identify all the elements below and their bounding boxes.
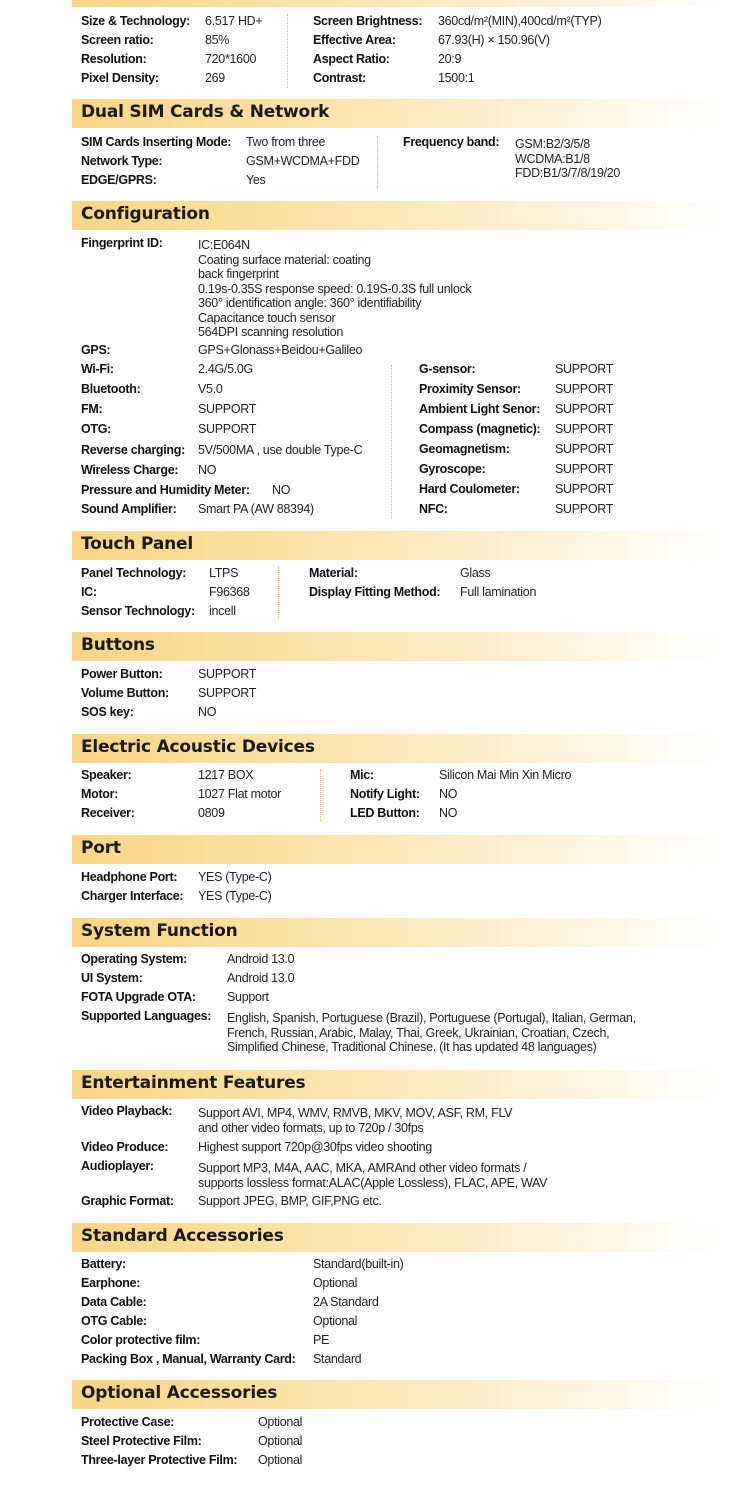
spec-label: G-sensor: <box>419 362 476 376</box>
frequency-line: WCDMA:B1/8 <box>515 151 590 166</box>
spec-value: SUPPORT <box>555 382 614 396</box>
spec-value: incell <box>209 604 236 618</box>
spec-label: Video Produce: <box>81 1140 169 1154</box>
spec-label: SIM Cards Inserting Mode: <box>81 135 232 149</box>
spec-label: Screen Brightness: <box>313 14 423 28</box>
frequency-line: FDD:B1/3/7/8/19/20 <box>515 166 621 180</box>
spec-label: Battery: <box>81 1257 126 1271</box>
spec-value: Optional <box>258 1453 303 1467</box>
spec-label: Frequency band: <box>403 135 500 149</box>
spec-value: SUPPORT <box>555 502 614 516</box>
section-title: Port <box>81 838 121 858</box>
column-divider <box>287 14 288 88</box>
spec-value: Silicon Mai Min Xin Micro <box>439 768 572 782</box>
spec-label: OTG: <box>81 422 112 436</box>
spec-value: SUPPORT <box>198 686 257 700</box>
spec-value: NO <box>198 705 217 719</box>
value-line: Support MP3, M4A, AAC, MKA, AMRAnd other video formats / <box>198 1161 527 1175</box>
fingerprint-line: 360° identification angle: 360° identifiability <box>198 296 422 310</box>
spec-value: 20:9 <box>438 52 462 66</box>
spec-label: Effective Area: <box>313 33 396 47</box>
spec-value: GPS+Glonass+Beidou+Galileo <box>198 343 363 357</box>
spec-value <box>198 238 471 340</box>
section-header-port <box>72 835 720 864</box>
spec-label: Bluetooth: <box>81 382 141 396</box>
spec-label: Notify Light: <box>350 787 420 801</box>
spec-label: Size & Technology: <box>81 14 190 28</box>
spec-label: Pressure and Humidity Meter: <box>81 483 250 497</box>
section-header-buttons <box>72 632 720 661</box>
section-header-acoustic <box>72 734 720 763</box>
column-divider <box>320 769 321 821</box>
spec-label: Color protective film: <box>81 1333 201 1347</box>
fingerprint-line: 0.19s-0.35S response speed: 0.19S-0.3S full unlock <box>198 281 472 296</box>
spec-value: 5V/500MA , use double Type-C <box>198 443 363 457</box>
spec-label: Earphone: <box>81 1276 141 1290</box>
spec-label: IC: <box>81 585 97 599</box>
fingerprint-line: Capacitance touch sensor <box>198 310 336 325</box>
spec-label: EDGE/GPRS: <box>81 173 157 187</box>
spec-label: Sensor Technology: <box>81 604 195 618</box>
spec-label: Packing Box , Manual, Warranty Card: <box>81 1352 296 1366</box>
languages-line: Simplified Chinese, Traditional Chinese. (It has updated 48 languages) <box>227 1040 597 1054</box>
spec-label: Speaker: <box>81 768 132 782</box>
spec-label: Protective Case: <box>81 1415 175 1429</box>
spec-label: Panel Technology: <box>81 566 187 580</box>
spec-label: Volume Button: <box>81 686 169 700</box>
spec-label: Resolution: <box>81 52 147 66</box>
spec-value: 1027 Flat motor <box>198 787 282 801</box>
spec-value: NO <box>272 483 291 497</box>
section-title: System Function <box>81 921 238 941</box>
spec-label: Reverse charging: <box>81 443 185 457</box>
spec-value: Highest support 720p@30fps video shooting <box>198 1140 432 1154</box>
column-divider <box>278 567 279 619</box>
section-header-standard-accessories <box>72 1223 720 1252</box>
spec-value: 67.93(H) × 150.96(V) <box>438 33 550 47</box>
spec-value: NO <box>439 806 458 820</box>
spec-value: 2.4G/5.0G <box>198 362 253 376</box>
spec-label: Steel Protective Film: <box>81 1434 202 1448</box>
spec-value <box>198 1106 512 1135</box>
spec-label: Wi-Fi: <box>81 362 114 376</box>
section-header-display <box>72 0 720 7</box>
column-divider <box>391 365 392 519</box>
spec-label: SOS key: <box>81 705 134 719</box>
spec-value: YES (Type-C) <box>198 889 272 903</box>
spec-value: 720*1600 <box>205 52 257 66</box>
section-title: Touch Panel <box>81 534 193 554</box>
spec-value: 269 <box>205 71 225 85</box>
spec-label: Three-layer Protective Film: <box>81 1453 238 1467</box>
spec-value <box>198 1161 547 1190</box>
spec-value: Yes <box>246 173 266 187</box>
spec-value: V5.0 <box>198 382 223 396</box>
section-title: Configuration <box>81 204 210 224</box>
section-title: Entertainment Features <box>81 1073 306 1093</box>
value-line: Support AVI, MP4, WMV, RMVB, MKV, MOV, ASF, RM, FLV <box>198 1106 513 1120</box>
spec-label: Power Button: <box>81 667 163 681</box>
languages-line: French, Russian, Arabic, Malay, Thai, Greek, Ukrainian, Croatian, Czech, <box>227 1025 610 1040</box>
spec-label: OTG Cable: <box>81 1314 147 1328</box>
spec-label: Receiver: <box>81 806 135 820</box>
spec-label: Pixel Density: <box>81 71 159 85</box>
spec-label: Sound Amplifier: <box>81 502 177 516</box>
fingerprint-line: 564DPI scanning resolution <box>198 325 344 339</box>
spec-label: Geomagnetism: <box>419 442 510 456</box>
fingerprint-line: Coating surface material: coating <box>198 252 371 267</box>
spec-label: Compass (magnetic): <box>419 422 541 436</box>
spec-value: F96368 <box>209 585 250 599</box>
spec-label: UI System: <box>81 971 143 985</box>
spec-value: Full lamination <box>460 585 537 599</box>
spec-value: SUPPORT <box>555 442 614 456</box>
spec-label: Audioplayer: <box>81 1159 154 1173</box>
spec-label: Fingerprint ID: <box>81 236 163 250</box>
section-title <box>81 0 150 1</box>
spec-value <box>515 137 620 181</box>
section-title: Standard Accessories <box>81 1226 284 1246</box>
spec-label: Motor: <box>81 787 119 801</box>
spec-value: Optional <box>313 1276 358 1290</box>
spec-value: SUPPORT <box>198 402 257 416</box>
spec-value: SUPPORT <box>555 482 614 496</box>
column-divider <box>377 136 378 188</box>
spec-value: 1217 BOX <box>198 768 254 782</box>
spec-label: Wireless Charge: <box>81 463 179 477</box>
spec-label: Hard Coulometer: <box>419 482 520 496</box>
section-title: Electric Acoustic Devices <box>81 737 315 757</box>
spec-label: FM: <box>81 402 103 416</box>
spec-value: NO <box>198 463 217 477</box>
spec-label: Gyroscope: <box>419 462 486 476</box>
spec-value: Support JPEG, BMP, GIF,PNG etc. <box>198 1194 382 1208</box>
section-title: Dual SIM Cards & Network <box>81 102 330 122</box>
spec-value: SUPPORT <box>198 422 257 436</box>
spec-label: Operating System: <box>81 952 188 966</box>
spec-label: Display Fitting Method: <box>309 585 441 599</box>
spec-value: Two from three <box>246 135 326 149</box>
spec-value: SUPPORT <box>555 402 614 416</box>
spec-value <box>227 1011 636 1055</box>
section-title: Optional Accessories <box>81 1383 278 1403</box>
spec-label: Screen ratio: <box>81 33 154 47</box>
languages-line: English, Spanish, Portuguese (Brazil), Portuguese (Portugal), Italian, German, <box>227 1011 636 1025</box>
spec-value: 2A Standard <box>313 1295 379 1309</box>
spec-value: YES (Type-C) <box>198 870 272 884</box>
spec-value: NO <box>439 787 458 801</box>
spec-label: GPS: <box>81 343 111 357</box>
spec-value: 6.517 HD+ <box>205 14 263 28</box>
fingerprint-line: IC:E064N <box>198 238 250 252</box>
section-header-configuration <box>72 201 720 230</box>
section-header-entertainment <box>72 1070 720 1099</box>
spec-value: Optional <box>313 1314 358 1328</box>
frequency-line: GSM:B2/3/5/8 <box>515 137 590 151</box>
section-header-touch-panel <box>72 531 720 560</box>
value-line: supports lossless format:ALAC(Apple Lossless), FLAC, APE, WAV <box>198 1175 548 1190</box>
spec-label: Graphic Format: <box>81 1194 174 1208</box>
spec-value: SUPPORT <box>555 362 614 376</box>
spec-value: 1500:1 <box>438 71 475 85</box>
spec-label: LED Button: <box>350 806 420 820</box>
spec-value: Android 13.0 <box>227 952 295 966</box>
spec-label: Data Cable: <box>81 1295 147 1309</box>
spec-value: Standard(built-in) <box>313 1257 404 1271</box>
section-header-optional-accessories <box>72 1380 720 1409</box>
spec-label: Mic: <box>350 768 374 782</box>
spec-label: Contrast: <box>313 71 366 85</box>
spec-label: Charger Interface: <box>81 889 184 903</box>
spec-label: Supported Languages: <box>81 1009 212 1023</box>
spec-value: GSM+WCDMA+FDD <box>246 154 360 168</box>
spec-label: Ambient Light Senor: <box>419 402 541 416</box>
section-header-sim <box>72 99 720 128</box>
value-line: and other video formats, up to 720p / 30fps <box>198 1120 424 1135</box>
spec-label: Headphone Port: <box>81 870 178 884</box>
spec-value: LTPS <box>209 566 239 580</box>
spec-value: SUPPORT <box>555 422 614 436</box>
spec-label: FOTA Upgrade OTA: <box>81 990 196 1004</box>
spec-label: Network Type: <box>81 154 163 168</box>
spec-label: Proximity Sensor: <box>419 382 521 396</box>
spec-label: Material: <box>309 566 358 580</box>
spec-value: Optional <box>258 1434 303 1448</box>
spec-value: Android 13.0 <box>227 971 295 985</box>
spec-value: Support <box>227 990 269 1004</box>
spec-value: 360cd/m²(MIN),400cd/m²(TYP) <box>438 14 602 28</box>
spec-value: SUPPORT <box>198 667 257 681</box>
spec-value: 85% <box>205 33 230 47</box>
spec-value: Smart PA (AW 88394) <box>198 502 314 516</box>
section-header-system <box>72 918 720 947</box>
section-title: Buttons <box>81 635 155 655</box>
spec-value: SUPPORT <box>555 462 614 476</box>
spec-value: Standard <box>313 1352 362 1366</box>
spec-label: NFC: <box>419 502 448 516</box>
spec-value: Optional <box>258 1415 303 1429</box>
spec-value: 0809 <box>198 806 225 820</box>
spec-value: Glass <box>460 566 491 580</box>
spec-label: Aspect Ratio: <box>313 52 390 66</box>
spec-value: PE <box>313 1333 330 1347</box>
spec-label: Video Playback: <box>81 1104 173 1118</box>
fingerprint-line: back fingerprint <box>198 267 279 281</box>
